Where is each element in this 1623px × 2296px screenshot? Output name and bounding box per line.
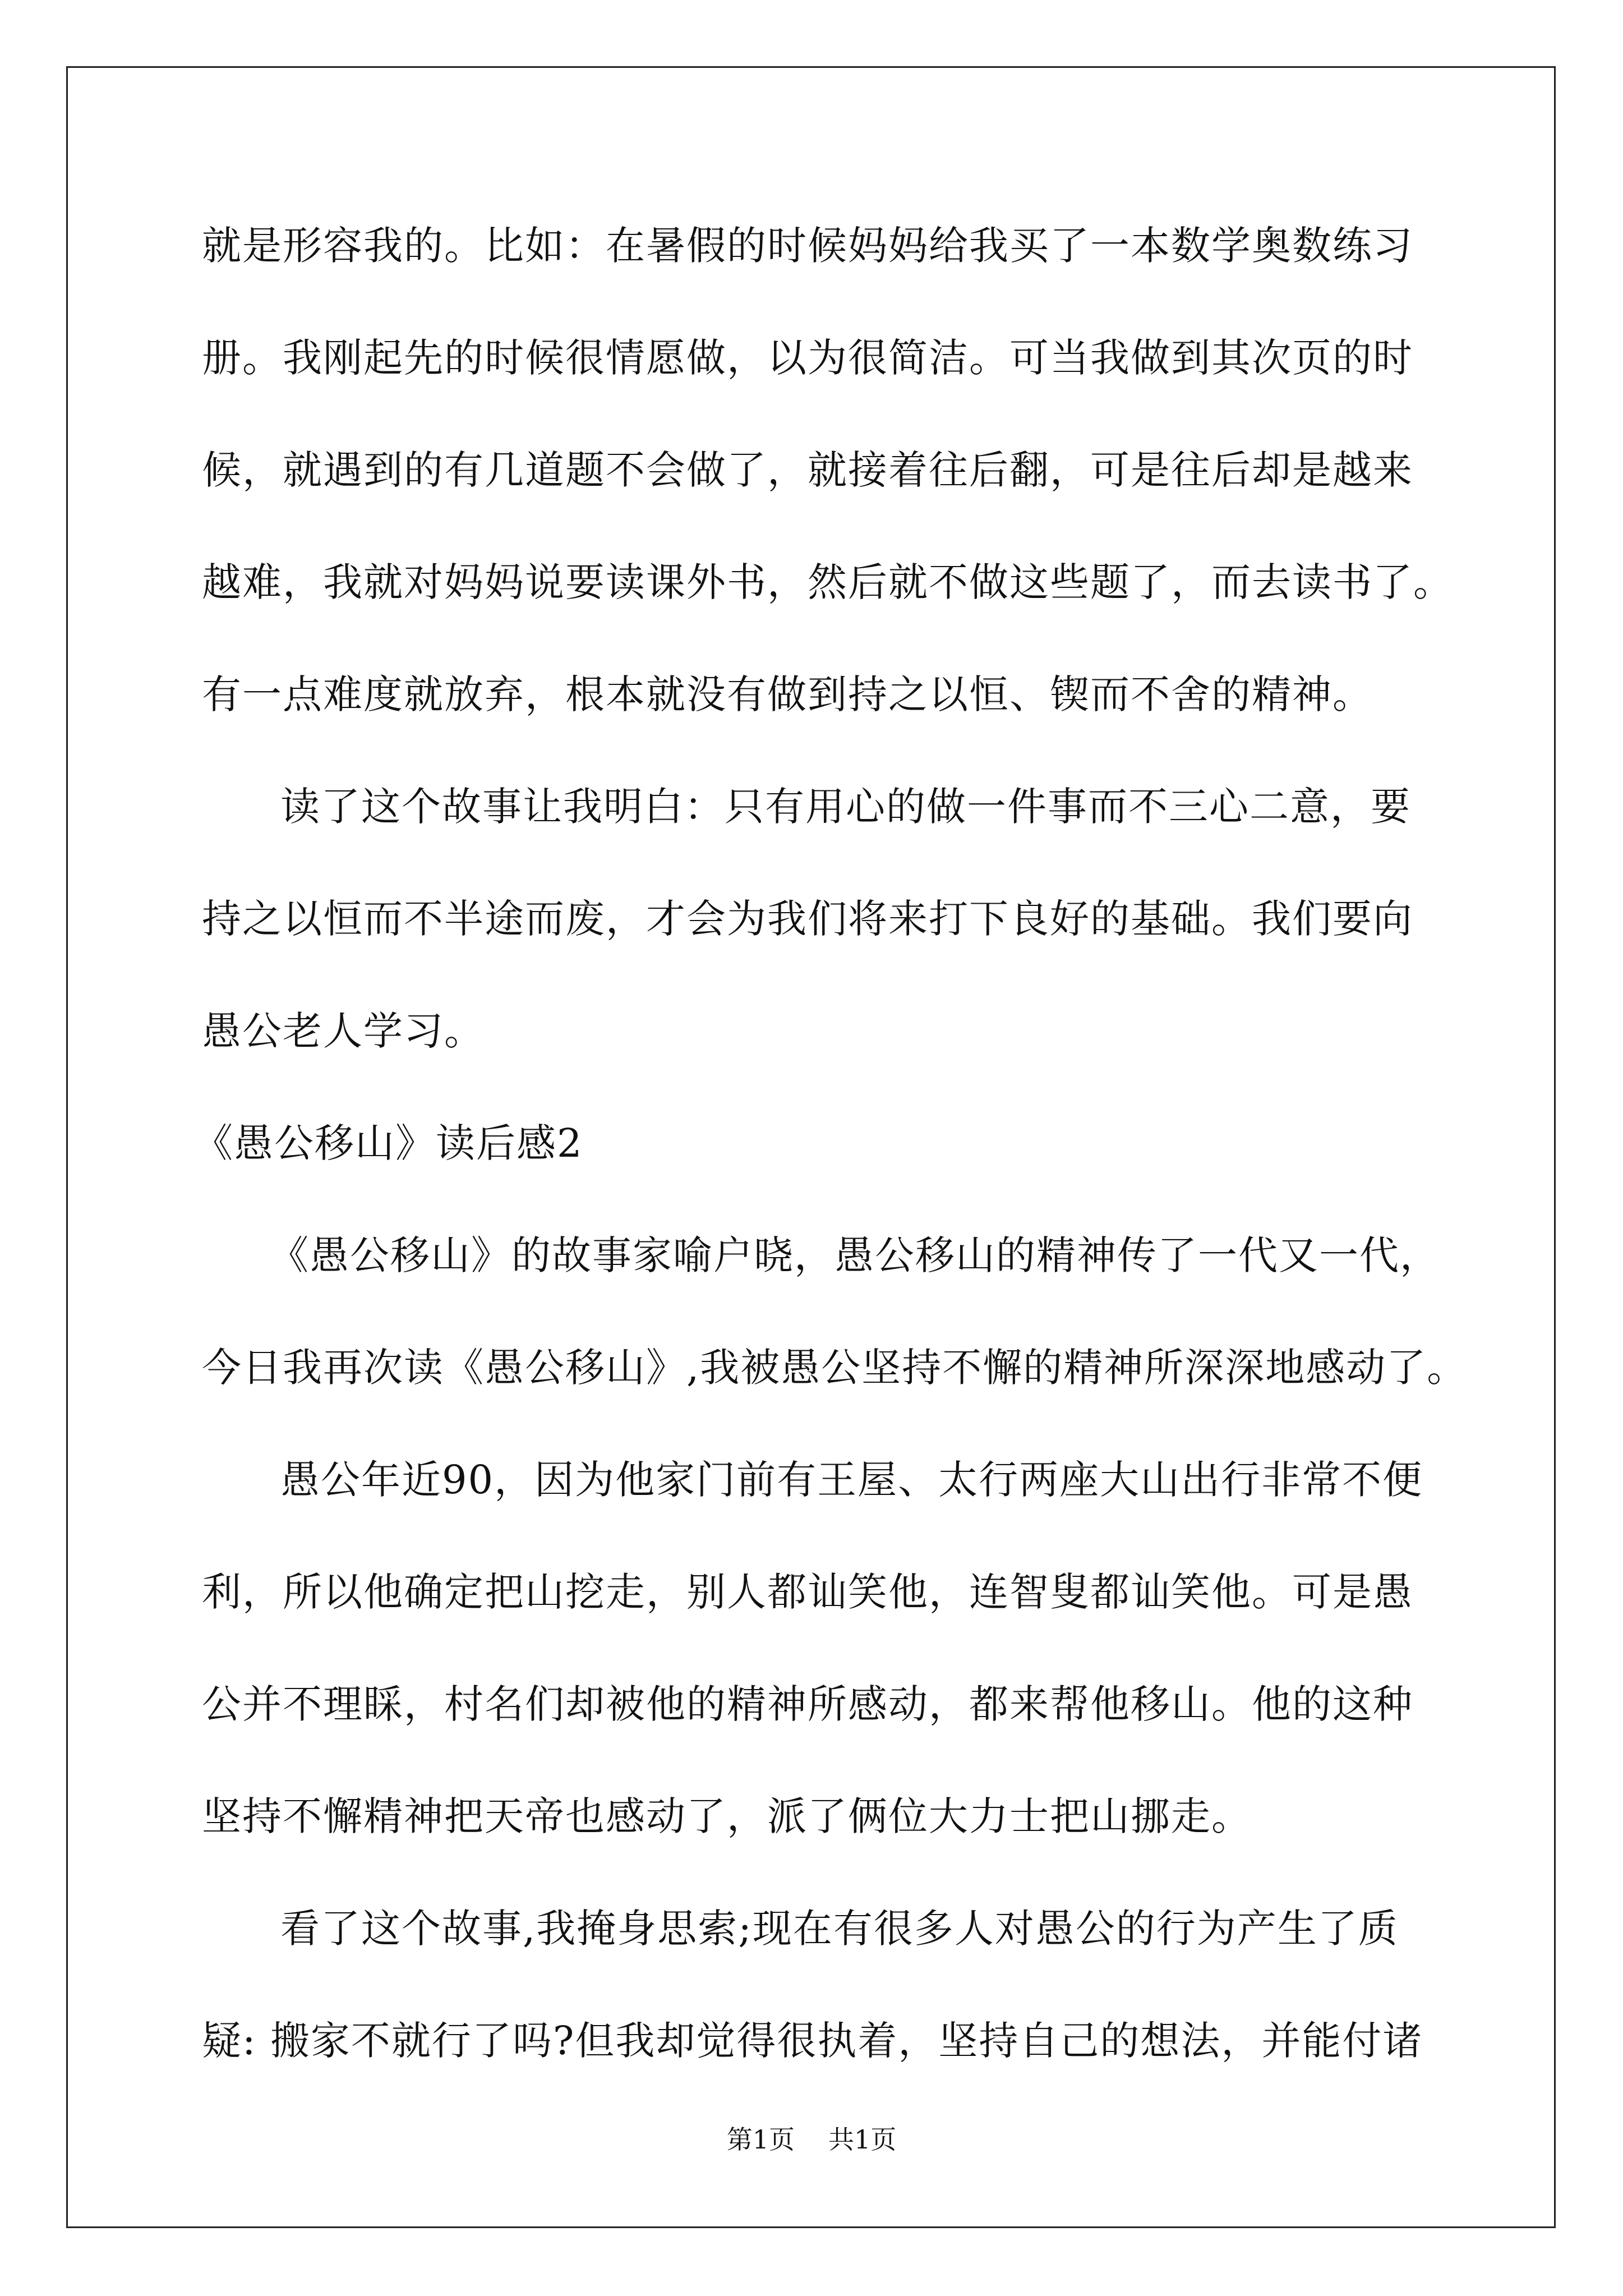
body-line: 今日我再次读《愚公移山》,我被愚公坚持不懈的精神所深深地感动了。 (202, 1345, 1468, 1391)
body-line: 有一点难度就放弃，根本就没有做到持之以恒、锲而不舍的精神。 (202, 671, 1373, 717)
body-line: 册。我刚起先的时候很情愿做，以为很简洁。可当我做到其次页的时 (202, 335, 1413, 381)
page-footer (0, 2123, 1623, 2156)
body-line: 坚持不懈精神把天帝也感动了，派了俩位大力士把山挪走。 (202, 1793, 1252, 1839)
body-line: 公并不理睬，村名们却被他的精神所感动，都来帮他移山。他的这种 (202, 1681, 1413, 1727)
body-line: 候，就遇到的有几道题不会做了，就接着往后翻，可是往后却是越来 (202, 447, 1413, 493)
body-line: 疑: 搬家不就行了吗?但我却觉得很执着，坚持自己的想法，并能付诸 (202, 2018, 1423, 2064)
page-total: 共1页 (828, 2124, 897, 2155)
body-line: 愚公老人学习。 (202, 1008, 485, 1054)
body-line: 持之以恒而不半途而废，才会为我们将来打下良好的基础。我们要向 (202, 896, 1413, 942)
body-line: 看了这个故事,我掩身思索;现在有很多人对愚公的行为产生了质 (280, 1906, 1399, 1952)
body-line: 读了这个故事让我明白：只有用心的做一件事而不三心二意，要 (280, 784, 1411, 830)
body-line: 就是形容我的。比如：在暑假的时候妈妈给我买了一本数学奥数练习 (202, 223, 1413, 269)
body-line: 愚公年近90，因为他家门前有王屋、太行两座大山出行非常不便 (280, 1457, 1423, 1503)
page-number: 第1页 (726, 2124, 795, 2155)
body-line: 《愚公移山》的故事家喻户晓，愚公移山的精神传了一代又一代， (269, 1232, 1440, 1278)
body-line: 利，所以他确定把山挖走，别人都讪笑他，连智叟都讪笑他。可是愚 (202, 1569, 1413, 1615)
section-heading: 《愚公移山》读后感2 (193, 1120, 583, 1166)
body-line: 越难，我就对妈妈说要读课外书，然后就不做这些题了，而去读书了。 (202, 559, 1454, 605)
